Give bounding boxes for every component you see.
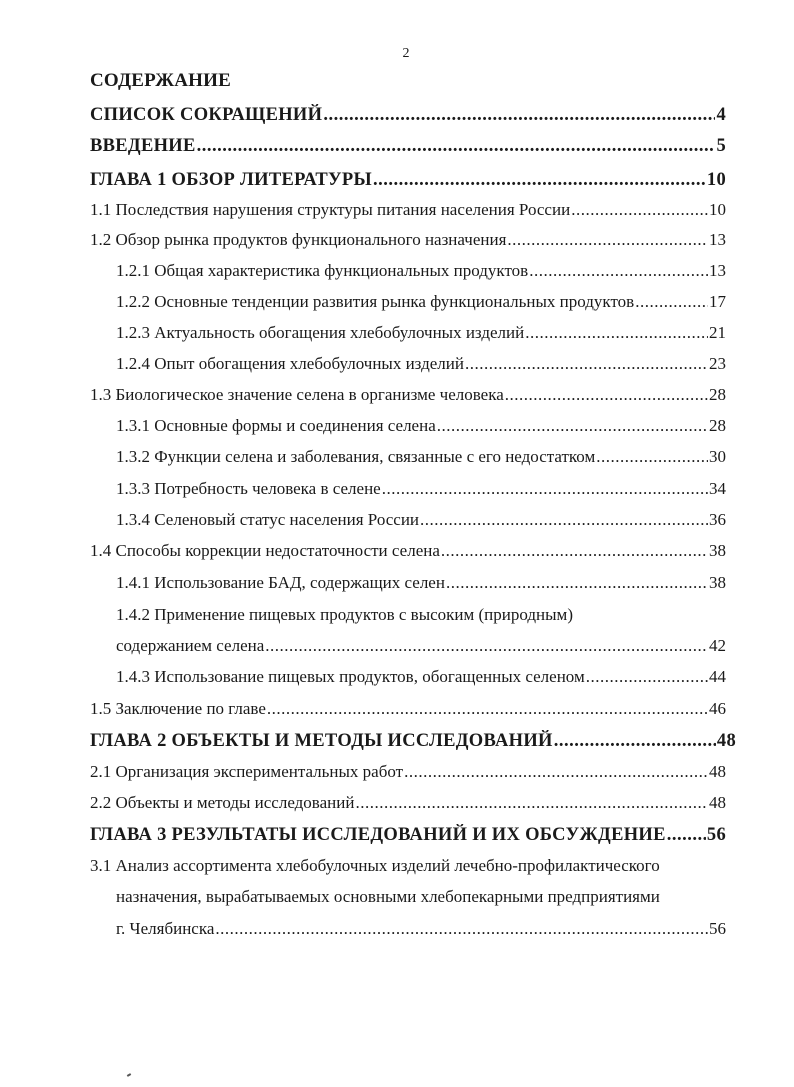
toc-entry-title: 1.2.2 Основные тенденции развития рынка функциональных продуктов <box>116 292 635 311</box>
toc-entry-title: СПИСОК СОКРАЩЕНИЙ <box>90 105 323 125</box>
dot-leader <box>404 761 708 783</box>
toc-entry-subsection-1-4-1 <box>116 572 726 594</box>
toc-entry-title: 1.1 Последствия нарушения структуры питания населения России <box>90 200 571 219</box>
toc-entry-section-2-2 <box>90 792 726 814</box>
toc-entry-title: содержанием селена <box>116 636 265 655</box>
toc-entry-title: 1.3.4 Селеновый статус населения России <box>116 510 420 529</box>
toc-entry-subsection-1-4-2 <box>116 635 726 657</box>
toc-entry-page: 36 <box>709 510 726 529</box>
toc-entry-page: 4 <box>716 105 726 125</box>
toc-entry-title: 2.1 Организация экспериментальных работ <box>90 762 404 781</box>
toc-entry-title: г. Челябинска <box>116 919 215 938</box>
dot-leader <box>197 135 716 157</box>
toc-entry-title: 1.2 Обзор рынка продуктов функционального назначения <box>90 230 507 249</box>
toc-entry-subsection-1-2-1 <box>116 260 726 282</box>
toc-entry-page: 38 <box>709 541 726 560</box>
toc-entry-section-1-2 <box>90 229 726 251</box>
dot-leader <box>420 509 708 531</box>
toc-entry-subsection-1-2-3 <box>116 322 726 344</box>
dot-leader <box>446 572 708 594</box>
toc-entry-page: 42 <box>709 636 726 655</box>
dot-leader <box>554 730 716 752</box>
toc-entry-title: ВВЕДЕНИЕ <box>90 136 196 156</box>
toc-entry-page: 38 <box>709 573 726 592</box>
toc-entry-page: 48 <box>709 762 726 781</box>
toc-entry-title: 1.3.1 Основные формы и соединения селена <box>116 416 436 435</box>
toc-entry-section-1-5 <box>90 698 726 720</box>
toc-entry-chapter-1 <box>90 169 726 191</box>
dot-leader <box>529 260 708 282</box>
toc-entry-page: 28 <box>709 416 726 435</box>
toc-entry-title: 1.4.1 Использование БАД, содержащих селен <box>116 573 445 592</box>
toc-entry-page: 46 <box>709 699 726 718</box>
toc-entry-page: 44 <box>709 667 726 686</box>
dot-leader <box>667 824 706 846</box>
toc-entry-section-3-1 <box>116 918 726 940</box>
toc-entry-title: 1.2.3 Актуальность обогащения хлебобулочных изделий <box>116 323 525 342</box>
toc-entry-section-1-1 <box>90 199 726 221</box>
toc-entry-page: 34 <box>709 479 726 498</box>
toc-entry-subsection-1-3-4 <box>116 509 726 531</box>
toc-entry-page: 48 <box>709 793 726 812</box>
dot-leader <box>586 666 708 688</box>
dot-leader <box>437 415 708 437</box>
toc-entry-title: ГЛАВА 3 РЕЗУЛЬТАТЫ ИССЛЕДОВАНИЙ И ИХ ОБСУЖДЕНИЕ <box>90 825 666 845</box>
dot-leader <box>382 478 708 500</box>
toc-entry-title: 1.4 Способы коррекции недостаточности селена <box>90 541 440 560</box>
toc-entry-subsection-1-3-2 <box>116 446 726 468</box>
toc-entry-page: 10 <box>706 170 726 190</box>
toc-entry-section-3-1-line1: 3.1 Анализ ассортимента хлебобулочных изделий лечебно-профилактического <box>90 856 660 875</box>
toc-entry-abbreviations <box>90 104 726 126</box>
toc-entry-chapter-2 <box>90 730 736 752</box>
page-number: 2 <box>402 46 410 61</box>
toc-entry-chapter-3 <box>90 824 726 846</box>
toc-entry-title: 1.2.4 Опыт обогащения хлебобулочных изделий <box>116 354 464 373</box>
toc-entry-page: 5 <box>716 136 726 156</box>
dot-leader <box>441 540 708 562</box>
toc-entry-title: 1.3.3 Потребность человека в селене <box>116 479 381 498</box>
dot-leader <box>507 229 708 251</box>
toc-entry-title: 1.3 Биологическое значение селена в организме человека <box>90 385 504 404</box>
toc-entry-page: 56 <box>709 919 726 938</box>
toc-entry-subsection-1-4-3 <box>116 666 726 688</box>
dot-leader <box>323 104 715 126</box>
toc-heading: СОДЕРЖАНИЕ <box>90 70 231 91</box>
toc-entry-page: 10 <box>709 200 726 219</box>
toc-entry-title: 1.5 Заключение по главе <box>90 699 266 718</box>
dot-leader <box>215 918 708 940</box>
dot-leader <box>267 698 708 720</box>
toc-entry-page: 13 <box>709 261 726 280</box>
toc-entry-page: 30 <box>709 447 726 466</box>
toc-entry-title: 2.2 Объекты и методы исследований <box>90 793 355 812</box>
dot-leader <box>373 169 706 191</box>
dot-leader <box>635 291 708 313</box>
toc-entry-subsection-1-3-1 <box>116 415 726 437</box>
toc-entry-page: 13 <box>709 230 726 249</box>
toc-entry-page: 28 <box>709 385 726 404</box>
toc-entry-section-1-3 <box>90 384 726 406</box>
dot-leader <box>525 322 708 344</box>
toc-entry-subsection-1-3-3 <box>116 478 726 500</box>
dot-leader <box>465 353 708 375</box>
toc-entry-section-3-1-line2: назначения, вырабатываемых основными хлебопекарными предприятиями <box>116 887 660 906</box>
toc-entry-title: 1.2.1 Общая характеристика функциональных продуктов <box>116 261 529 280</box>
toc-entry-page: 21 <box>709 323 726 342</box>
toc-entry-page: 23 <box>709 354 726 373</box>
toc-entry-subsection-1-4-2-line1: 1.4.2 Применение пищевых продуктов с высоким (природным) <box>116 605 573 624</box>
toc-entry-introduction <box>90 135 726 157</box>
toc-entry-page: 48 <box>716 731 736 751</box>
toc-entry-page: 56 <box>706 825 726 845</box>
toc-entry-title: ГЛАВА 2 ОБЪЕКТЫ И МЕТОДЫ ИССЛЕДОВАНИЙ <box>90 731 553 751</box>
dot-leader <box>505 384 708 406</box>
toc-entry-page: 17 <box>709 292 726 311</box>
toc-entry-title: ГЛАВА 1 ОБЗОР ЛИТЕРАТУРЫ <box>90 170 372 190</box>
toc-entry-subsection-1-2-4 <box>116 353 726 375</box>
toc-entry-section-2-1 <box>90 761 726 783</box>
dot-leader <box>596 446 708 468</box>
dot-leader <box>355 792 708 814</box>
dot-leader <box>265 635 708 657</box>
toc-entry-title: 1.3.2 Функции селена и заболевания, связанные с его недостатком <box>116 447 596 466</box>
toc-entry-subsection-1-2-2 <box>116 291 726 313</box>
toc-entry-title: 1.4.3 Использование пищевых продуктов, обогащенных селеном <box>116 667 585 686</box>
dot-leader <box>571 199 708 221</box>
toc-entry-section-1-4 <box>90 540 726 562</box>
